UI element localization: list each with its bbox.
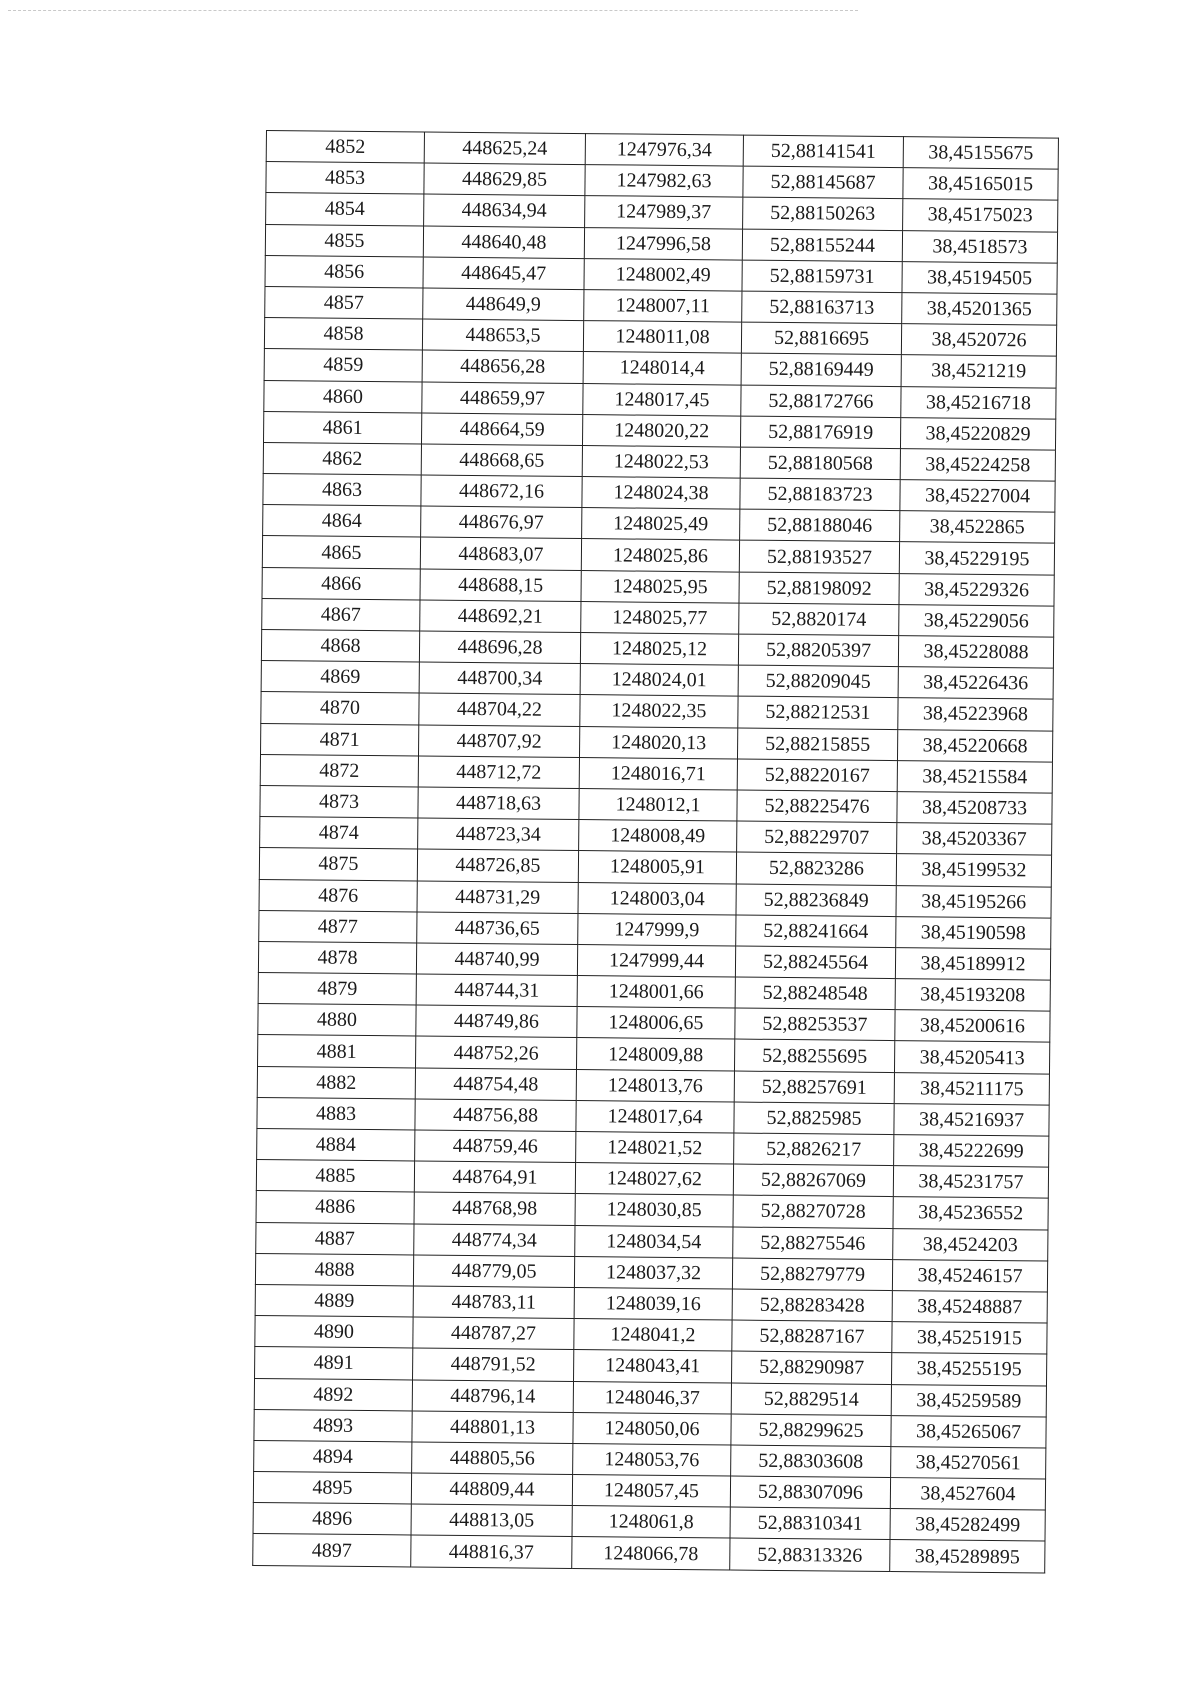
- y-coordinate-cell: 1248002,49: [584, 258, 742, 291]
- latitude-cell: 52,88180568: [740, 447, 900, 480]
- longitude-cell: 38,45255195: [891, 1353, 1046, 1386]
- point-number-cell: 4886: [256, 1191, 414, 1224]
- y-coordinate-cell: 1248025,95: [581, 570, 739, 603]
- latitude-cell: 52,88150263: [743, 197, 903, 230]
- longitude-cell: 38,45265067: [891, 1415, 1046, 1448]
- x-coordinate-cell: 448731,29: [417, 880, 578, 913]
- y-coordinate-cell: 1247976,34: [585, 134, 743, 167]
- longitude-cell: 38,4520726: [901, 324, 1056, 357]
- x-coordinate-cell: 448668,65: [421, 444, 582, 477]
- x-coordinate-cell: 448676,97: [421, 506, 582, 539]
- longitude-cell: 38,45236552: [893, 1197, 1048, 1230]
- point-number-cell: 4877: [259, 910, 417, 943]
- x-coordinate-cell: 448712,72: [418, 756, 579, 789]
- latitude-cell: 52,88255695: [734, 1039, 894, 1072]
- point-number-cell: 4880: [258, 1004, 416, 1037]
- latitude-cell: 52,88275546: [733, 1227, 893, 1260]
- y-coordinate-cell: 1247999,44: [577, 944, 735, 977]
- point-number-cell: 4881: [258, 1035, 416, 1068]
- latitude-cell: 52,88299625: [731, 1414, 891, 1447]
- x-coordinate-cell: 448759,46: [415, 1130, 576, 1163]
- longitude-cell: 38,4522865: [900, 511, 1055, 544]
- longitude-cell: 38,45216718: [901, 386, 1056, 419]
- latitude-cell: 52,88310341: [730, 1507, 890, 1540]
- latitude-cell: 52,8825985: [734, 1102, 894, 1135]
- latitude-cell: 52,8826217: [734, 1133, 894, 1166]
- y-coordinate-cell: 1248046,37: [573, 1381, 731, 1414]
- y-coordinate-cell: 1248017,64: [576, 1100, 734, 1133]
- point-number-cell: 4888: [255, 1253, 413, 1286]
- longitude-cell: 38,45189912: [895, 947, 1050, 980]
- y-coordinate-cell: 1248043,41: [574, 1350, 732, 1383]
- x-coordinate-cell: 448700,34: [419, 662, 580, 695]
- x-coordinate-cell: 448816,37: [411, 1535, 572, 1568]
- x-coordinate-cell: 448629,85: [424, 163, 585, 196]
- y-coordinate-cell: 1248007,11: [584, 289, 742, 322]
- point-number-cell: 4860: [264, 380, 422, 413]
- y-coordinate-cell: 1248057,45: [572, 1475, 730, 1508]
- point-number-cell: 4876: [259, 879, 417, 912]
- x-coordinate-cell: 448696,28: [419, 631, 580, 664]
- y-coordinate-cell: 1248011,08: [583, 321, 741, 354]
- point-number-cell: 4892: [254, 1378, 412, 1411]
- latitude-cell: 52,88193527: [739, 541, 899, 574]
- y-coordinate-cell: 1248050,06: [573, 1412, 731, 1445]
- y-coordinate-cell: 1248025,49: [582, 508, 740, 541]
- x-coordinate-cell: 448801,13: [412, 1411, 573, 1444]
- x-coordinate-cell: 448736,65: [417, 912, 578, 945]
- latitude-cell: 52,88205397: [738, 634, 898, 667]
- point-number-cell: 4853: [266, 162, 424, 195]
- x-coordinate-cell: 448640,48: [423, 226, 584, 259]
- point-number-cell: 4884: [257, 1128, 415, 1161]
- x-coordinate-cell: 448664,59: [421, 413, 582, 446]
- y-coordinate-cell: 1248030,85: [575, 1194, 733, 1227]
- longitude-cell: 38,4518573: [902, 230, 1057, 263]
- x-coordinate-cell: 448783,11: [413, 1286, 574, 1319]
- point-number-cell: 4893: [254, 1409, 412, 1442]
- point-number-cell: 4852: [266, 131, 424, 164]
- y-coordinate-cell: 1248037,32: [574, 1256, 732, 1289]
- latitude-cell: 52,88145687: [743, 166, 903, 199]
- longitude-cell: 38,45223968: [898, 698, 1053, 731]
- latitude-cell: 52,88141541: [743, 135, 903, 168]
- y-coordinate-cell: 1248027,62: [575, 1163, 733, 1196]
- point-number-cell: 4854: [266, 193, 424, 226]
- point-number-cell: 4872: [260, 754, 418, 787]
- x-coordinate-cell: 448791,52: [413, 1348, 574, 1381]
- x-coordinate-cell: 448744,31: [416, 974, 577, 1007]
- point-number-cell: 4896: [253, 1503, 411, 1536]
- y-coordinate-cell: 1248022,53: [582, 445, 740, 478]
- y-coordinate-cell: 1247996,58: [584, 227, 742, 260]
- latitude-cell: 52,88176919: [740, 416, 900, 449]
- latitude-cell: 52,88290987: [731, 1351, 891, 1384]
- latitude-cell: 52,88155244: [742, 229, 902, 262]
- latitude-cell: 52,8829514: [731, 1383, 891, 1416]
- latitude-cell: 52,88159731: [742, 260, 902, 293]
- y-coordinate-cell: 1248024,01: [580, 664, 738, 697]
- point-number-cell: 4874: [260, 817, 418, 850]
- x-coordinate-cell: 448645,47: [423, 257, 584, 290]
- y-coordinate-cell: 1248025,12: [580, 633, 738, 666]
- y-coordinate-cell: 1248034,54: [575, 1225, 733, 1258]
- latitude-cell: 52,88169449: [741, 353, 901, 386]
- x-coordinate-cell: 448672,16: [421, 475, 582, 508]
- longitude-cell: 38,45282499: [890, 1509, 1045, 1542]
- y-coordinate-cell: 1248013,76: [576, 1069, 734, 1102]
- x-coordinate-cell: 448707,92: [419, 725, 580, 758]
- longitude-cell: 38,45165015: [903, 168, 1058, 201]
- x-coordinate-cell: 448625,24: [424, 132, 585, 165]
- longitude-cell: 38,45228088: [898, 636, 1053, 669]
- latitude-cell: 52,88257691: [734, 1071, 894, 1104]
- longitude-cell: 38,45193208: [895, 979, 1050, 1012]
- y-coordinate-cell: 1248012,1: [579, 788, 737, 821]
- latitude-cell: 52,8823286: [736, 852, 896, 885]
- y-coordinate-cell: 1248039,16: [574, 1287, 732, 1320]
- longitude-cell: 38,45199532: [896, 854, 1051, 887]
- x-coordinate-cell: 448813,05: [411, 1504, 572, 1537]
- y-coordinate-cell: 1248001,66: [577, 976, 735, 1009]
- latitude-cell: 52,88307096: [730, 1476, 890, 1509]
- latitude-cell: 52,88188046: [740, 509, 900, 542]
- longitude-cell: 38,45259589: [891, 1384, 1046, 1417]
- point-number-cell: 4864: [263, 505, 421, 538]
- y-coordinate-cell: 1248006,65: [577, 1007, 735, 1040]
- longitude-cell: 38,45224258: [900, 448, 1055, 481]
- x-coordinate-cell: 448749,86: [416, 1005, 577, 1038]
- longitude-cell: 38,45155675: [903, 137, 1058, 170]
- y-coordinate-cell: 1248020,13: [579, 726, 737, 759]
- latitude-cell: 52,8816695: [741, 322, 901, 355]
- y-coordinate-cell: 1248005,91: [578, 851, 736, 884]
- point-number-cell: 4897: [253, 1534, 411, 1567]
- longitude-cell: 38,45200616: [895, 1010, 1050, 1043]
- point-number-cell: 4858: [264, 318, 422, 351]
- longitude-cell: 38,45229056: [899, 604, 1054, 637]
- y-coordinate-cell: 1248016,71: [579, 757, 737, 790]
- point-number-cell: 4895: [253, 1472, 411, 1505]
- latitude-cell: 52,88236849: [736, 884, 896, 917]
- x-coordinate-cell: 448726,85: [417, 849, 578, 882]
- x-coordinate-cell: 448649,9: [423, 288, 584, 321]
- y-coordinate-cell: 1248024,38: [582, 477, 740, 510]
- longitude-cell: 38,45229195: [899, 542, 1054, 575]
- y-coordinate-cell: 1248025,77: [581, 601, 739, 634]
- longitude-cell: 38,45220668: [897, 729, 1052, 762]
- longitude-cell: 38,45203367: [897, 823, 1052, 856]
- longitude-cell: 38,45246157: [892, 1259, 1047, 1292]
- x-coordinate-cell: 448779,05: [413, 1255, 574, 1288]
- y-coordinate-cell: 1248022,35: [580, 695, 738, 728]
- latitude-cell: 52,88163713: [742, 291, 902, 324]
- latitude-cell: 52,88279779: [732, 1258, 892, 1291]
- x-coordinate-cell: 448656,28: [422, 350, 583, 383]
- longitude-cell: 38,45229326: [899, 573, 1054, 606]
- x-coordinate-cell: 448683,07: [420, 537, 581, 570]
- longitude-cell: 38,45215584: [897, 760, 1052, 793]
- latitude-cell: 52,88287167: [732, 1320, 892, 1353]
- longitude-cell: 38,45216937: [894, 1103, 1049, 1136]
- point-number-cell: 4871: [261, 723, 419, 756]
- x-coordinate-cell: 448752,26: [416, 1036, 577, 1069]
- longitude-cell: 38,45211175: [894, 1072, 1049, 1105]
- longitude-cell: 38,4524203: [893, 1228, 1048, 1261]
- latitude-cell: 52,88215855: [737, 728, 897, 761]
- latitude-cell: 52,8820174: [739, 603, 899, 636]
- point-number-cell: 4869: [261, 661, 419, 694]
- x-coordinate-cell: 448718,63: [418, 787, 579, 820]
- point-number-cell: 4883: [257, 1097, 415, 1130]
- point-number-cell: 4861: [264, 411, 422, 444]
- longitude-cell: 38,4521219: [901, 355, 1056, 388]
- y-coordinate-cell: 1247982,63: [585, 165, 743, 198]
- longitude-cell: 38,45220829: [900, 417, 1055, 450]
- x-coordinate-cell: 448774,34: [414, 1224, 575, 1257]
- x-coordinate-cell: 448809,44: [411, 1473, 572, 1506]
- latitude-cell: 52,88172766: [741, 385, 901, 418]
- longitude-cell: 38,45201365: [902, 293, 1057, 326]
- y-coordinate-cell: 1248020,22: [582, 414, 740, 447]
- longitude-cell: 38,45222699: [894, 1135, 1049, 1168]
- y-coordinate-cell: 1248014,4: [583, 352, 741, 385]
- y-coordinate-cell: 1248061,8: [572, 1506, 730, 1539]
- latitude-cell: 52,88283428: [732, 1289, 892, 1322]
- point-number-cell: 4867: [262, 598, 420, 631]
- point-number-cell: 4868: [261, 629, 419, 662]
- x-coordinate-cell: 448688,15: [420, 569, 581, 602]
- longitude-cell: 38,45289895: [890, 1540, 1045, 1573]
- longitude-cell: 38,45194505: [902, 261, 1057, 294]
- x-coordinate-cell: 448754,48: [415, 1068, 576, 1101]
- x-coordinate-cell: 448756,88: [415, 1099, 576, 1132]
- longitude-cell: 38,45208733: [897, 792, 1052, 825]
- latitude-cell: 52,88229707: [737, 821, 897, 854]
- y-coordinate-cell: 1248041,2: [574, 1319, 732, 1352]
- y-coordinate-cell: 1248066,78: [572, 1537, 730, 1570]
- longitude-cell: 38,45226436: [898, 667, 1053, 700]
- point-number-cell: 4879: [258, 973, 416, 1006]
- y-coordinate-cell: 1248017,45: [583, 383, 741, 416]
- y-coordinate-cell: 1248021,52: [576, 1132, 734, 1165]
- point-number-cell: 4878: [258, 941, 416, 974]
- latitude-cell: 52,88220167: [737, 759, 897, 792]
- y-coordinate-cell: 1248009,88: [576, 1038, 734, 1071]
- x-coordinate-cell: 448796,14: [412, 1379, 573, 1412]
- longitude-cell: 38,45251915: [892, 1322, 1047, 1355]
- point-number-cell: 4890: [255, 1316, 413, 1349]
- longitude-cell: 38,45270561: [891, 1446, 1046, 1479]
- point-number-cell: 4885: [256, 1160, 414, 1193]
- longitude-cell: 38,45248887: [892, 1291, 1047, 1324]
- point-number-cell: 4870: [261, 692, 419, 725]
- longitude-cell: 38,45175023: [903, 199, 1058, 232]
- latitude-cell: 52,88209045: [738, 665, 898, 698]
- coordinates-table: [252, 130, 1059, 1573]
- latitude-cell: 52,88248548: [735, 977, 895, 1010]
- x-coordinate-cell: 448787,27: [413, 1317, 574, 1350]
- latitude-cell: 52,88253537: [735, 1008, 895, 1041]
- longitude-cell: 38,4527604: [890, 1478, 1045, 1511]
- scan-artifact-line: [8, 10, 858, 11]
- point-number-cell: 4882: [257, 1066, 415, 1099]
- longitude-cell: 38,45205413: [894, 1041, 1049, 1074]
- table-row: [253, 1534, 1045, 1573]
- point-number-cell: 4894: [254, 1440, 412, 1473]
- point-number-cell: 4875: [259, 848, 417, 881]
- y-coordinate-cell: 1248008,49: [579, 820, 737, 853]
- point-number-cell: 4862: [263, 442, 421, 475]
- y-coordinate-cell: 1248053,76: [573, 1443, 731, 1476]
- point-number-cell: 4887: [256, 1222, 414, 1255]
- latitude-cell: 52,88245564: [735, 946, 895, 979]
- y-coordinate-cell: 1248003,04: [578, 882, 736, 915]
- longitude-cell: 38,45195266: [896, 885, 1051, 918]
- latitude-cell: 52,88212531: [738, 696, 898, 729]
- latitude-cell: 52,88313326: [730, 1538, 890, 1571]
- longitude-cell: 38,45227004: [900, 480, 1055, 513]
- latitude-cell: 52,88225476: [737, 790, 897, 823]
- point-number-cell: 4889: [255, 1284, 413, 1317]
- point-number-cell: 4866: [262, 567, 420, 600]
- y-coordinate-cell: 1247999,9: [578, 913, 736, 946]
- coordinates-table-body: [253, 131, 1059, 1573]
- x-coordinate-cell: 448634,94: [424, 194, 585, 227]
- x-coordinate-cell: 448653,5: [422, 319, 583, 352]
- latitude-cell: 52,88241664: [736, 915, 896, 948]
- point-number-cell: 4863: [263, 474, 421, 507]
- point-number-cell: 4865: [262, 536, 420, 569]
- x-coordinate-cell: 448704,22: [419, 693, 580, 726]
- y-coordinate-cell: 1247989,37: [585, 196, 743, 229]
- point-number-cell: 4857: [265, 286, 423, 319]
- x-coordinate-cell: 448659,97: [422, 382, 583, 415]
- latitude-cell: 52,88198092: [739, 572, 899, 605]
- x-coordinate-cell: 448768,98: [414, 1192, 575, 1225]
- point-number-cell: 4855: [265, 224, 423, 257]
- x-coordinate-cell: 448723,34: [418, 818, 579, 851]
- x-coordinate-cell: 448805,56: [412, 1442, 573, 1475]
- point-number-cell: 4873: [260, 785, 418, 818]
- y-coordinate-cell: 1248025,86: [581, 539, 739, 572]
- latitude-cell: 52,88267069: [733, 1164, 893, 1197]
- x-coordinate-cell: 448764,91: [414, 1161, 575, 1194]
- latitude-cell: 52,88303608: [731, 1445, 891, 1478]
- longitude-cell: 38,45190598: [896, 916, 1051, 949]
- latitude-cell: 52,88183723: [740, 478, 900, 511]
- x-coordinate-cell: 448692,21: [420, 600, 581, 633]
- point-number-cell: 4859: [264, 349, 422, 382]
- x-coordinate-cell: 448740,99: [416, 943, 577, 976]
- latitude-cell: 52,88270728: [733, 1195, 893, 1228]
- longitude-cell: 38,45231757: [893, 1166, 1048, 1199]
- point-number-cell: 4856: [265, 255, 423, 288]
- point-number-cell: 4891: [255, 1347, 413, 1380]
